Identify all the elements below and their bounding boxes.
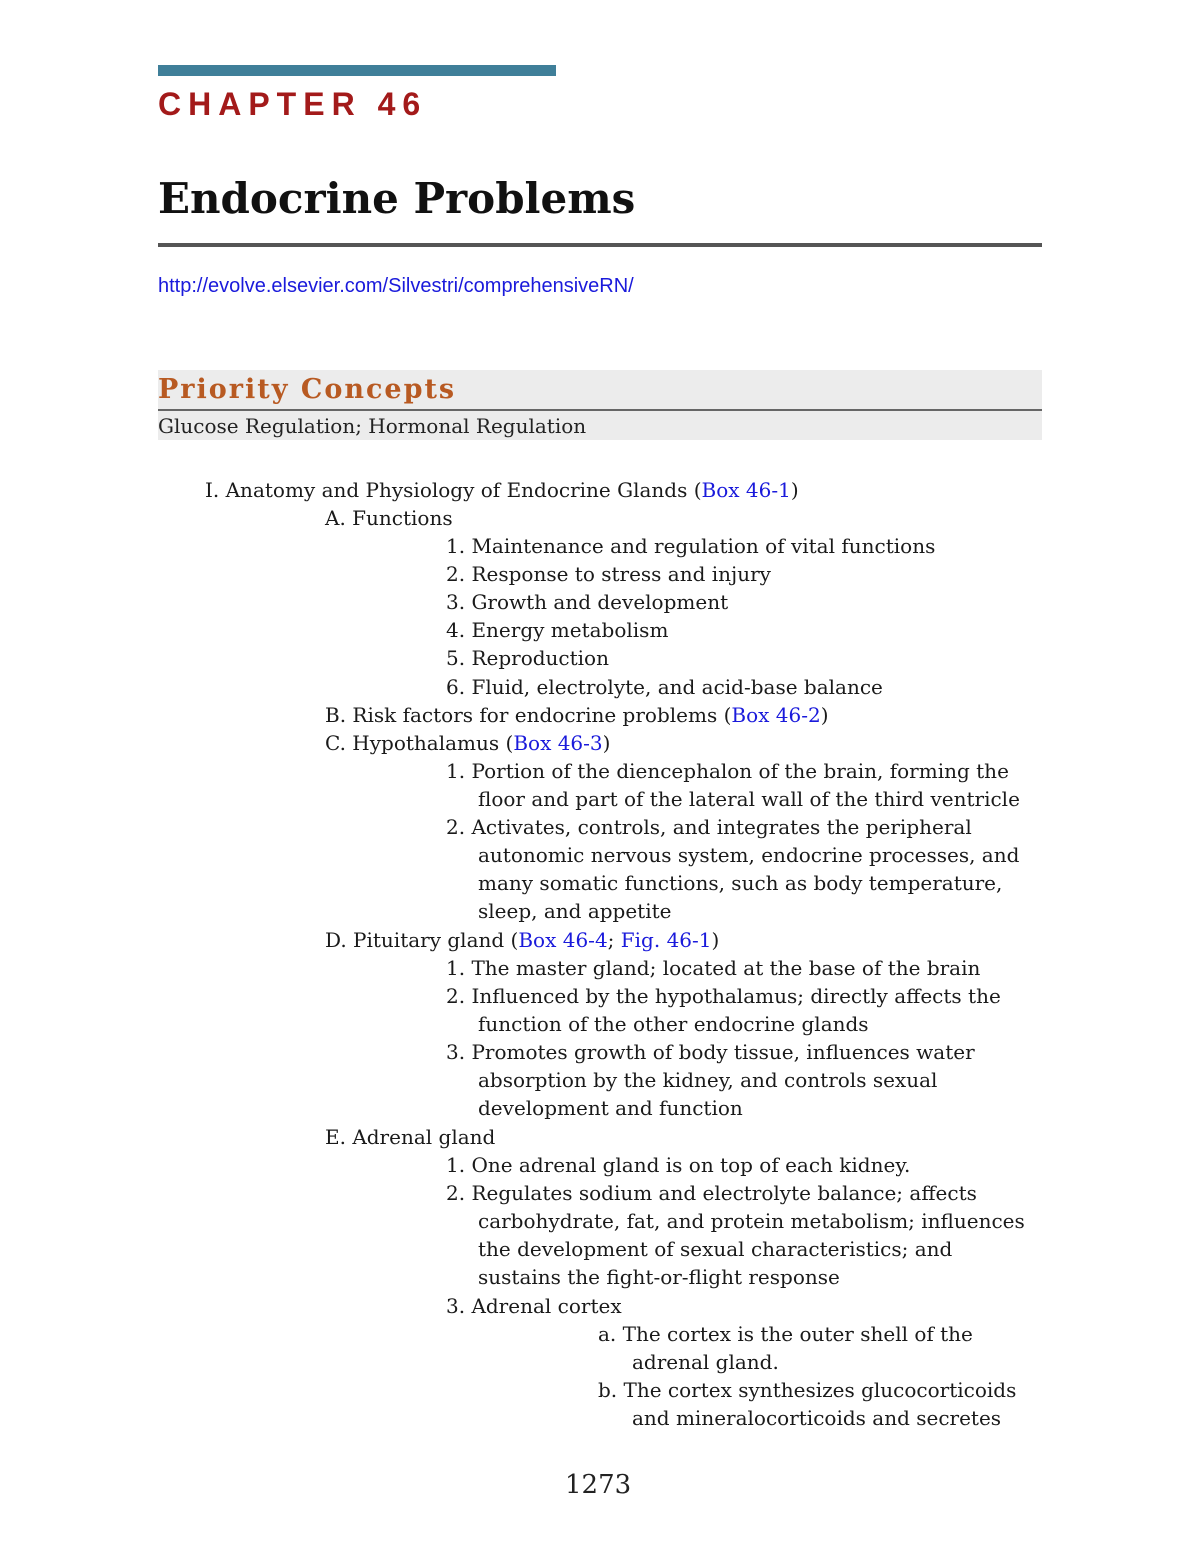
title-divider [158, 243, 1042, 247]
outline-item-c: C. Hypothalamus (Box 46-3) [325, 731, 611, 755]
outline-item-a4: 4. Energy metabolism [446, 618, 669, 642]
priority-concepts-box [158, 370, 1042, 440]
outline-item-a: A. Functions [325, 506, 453, 530]
outline-item-d2-cont: function of the other endocrine glands [478, 1012, 869, 1036]
outline-item-e2-cont: the development of sexual characteristics; and [478, 1237, 953, 1261]
outline-item-e3b: b. The cortex synthesizes glucocorticoids [598, 1378, 1017, 1402]
outline-item-d2: 2. Influenced by the hypothalamus; directly affects the [446, 984, 1001, 1008]
outline-item-e3b-cont: and mineralocorticoids and secretes [632, 1406, 1002, 1430]
outline-item-d3-cont: development and function [478, 1096, 743, 1120]
outline-item-e2-cont: carbohydrate, fat, and protein metabolism; influences [478, 1209, 1025, 1233]
outline-item-e2: 2. Regulates sodium and electrolyte balance; affects [446, 1181, 977, 1205]
chapter-accent-bar [158, 65, 556, 76]
outline-item-a6: 6. Fluid, electrolyte, and acid-base balance [446, 675, 883, 699]
outline-item-i: I. Anatomy and Physiology of Endocrine Glands (Box 46-1) [205, 478, 799, 502]
outline-item-e3a-cont: adrenal gland. [632, 1350, 779, 1374]
outline-item-a5: 5. Reproduction [446, 646, 609, 670]
outline-item-d3: 3. Promotes growth of body tissue, influences water [446, 1040, 975, 1064]
outline-item-c1-cont: floor and part of the lateral wall of the third ventricle [478, 787, 1020, 811]
outline-item-c2-cont: many somatic functions, such as body temperature, [478, 871, 1003, 895]
box-46-2-link[interactable]: Box 46-2 [731, 703, 821, 727]
box-46-4-link[interactable]: Box 46-4 [518, 928, 608, 952]
outline-item-d3-cont: absorption by the kidney, and controls sexual [478, 1068, 938, 1092]
priority-concepts-text: Glucose Regulation; Hormonal Regulation [158, 414, 587, 438]
outline-item-e3a: a. The cortex is the outer shell of the [598, 1322, 973, 1346]
page-number: 1273 [565, 1470, 632, 1500]
outline-item-a3: 3. Growth and development [446, 590, 729, 614]
outline-item-e: E. Adrenal gland [325, 1125, 496, 1149]
evolve-url-link[interactable]: http://evolve.elsevier.com/Silvestri/comprehensiveRN/ [158, 275, 634, 297]
outline-item-a1: 1. Maintenance and regulation of vital functions [446, 534, 936, 558]
outline-item-e2-cont: sustains the fight-or-flight response [478, 1265, 840, 1289]
outline-item-b: B. Risk factors for endocrine problems (Box 46-2) [325, 703, 829, 727]
priority-concepts-divider [158, 409, 1042, 411]
fig-46-1-link[interactable]: Fig. 46-1 [620, 928, 712, 952]
outline-item-c2-cont: sleep, and appetite [478, 899, 672, 923]
chapter-label: CHAPTER 46 [158, 86, 428, 122]
outline-item-d: D. Pituitary gland (Box 46-4; Fig. 46-1) [325, 928, 720, 952]
outline-item-c2: 2. Activates, controls, and integrates the peripheral [446, 815, 972, 839]
outline-item-d1: 1. The master gland; located at the base of the brain [446, 956, 981, 980]
outline-item-a2: 2. Response to stress and injury [446, 562, 771, 586]
box-46-3-link[interactable]: Box 46-3 [513, 731, 603, 755]
outline-item-c2-cont: autonomic nervous system, endocrine processes, and [478, 843, 1020, 867]
outline-item-c1: 1. Portion of the diencephalon of the brain, forming the [446, 759, 1009, 783]
priority-concepts-heading: Priority Concepts [158, 374, 457, 405]
outline-item-e3: 3. Adrenal cortex [446, 1294, 622, 1318]
box-46-1-link[interactable]: Box 46-1 [701, 478, 791, 502]
outline-item-e1: 1. One adrenal gland is on top of each kidney. [446, 1153, 911, 1177]
page-title: Endocrine Problems [158, 174, 636, 223]
